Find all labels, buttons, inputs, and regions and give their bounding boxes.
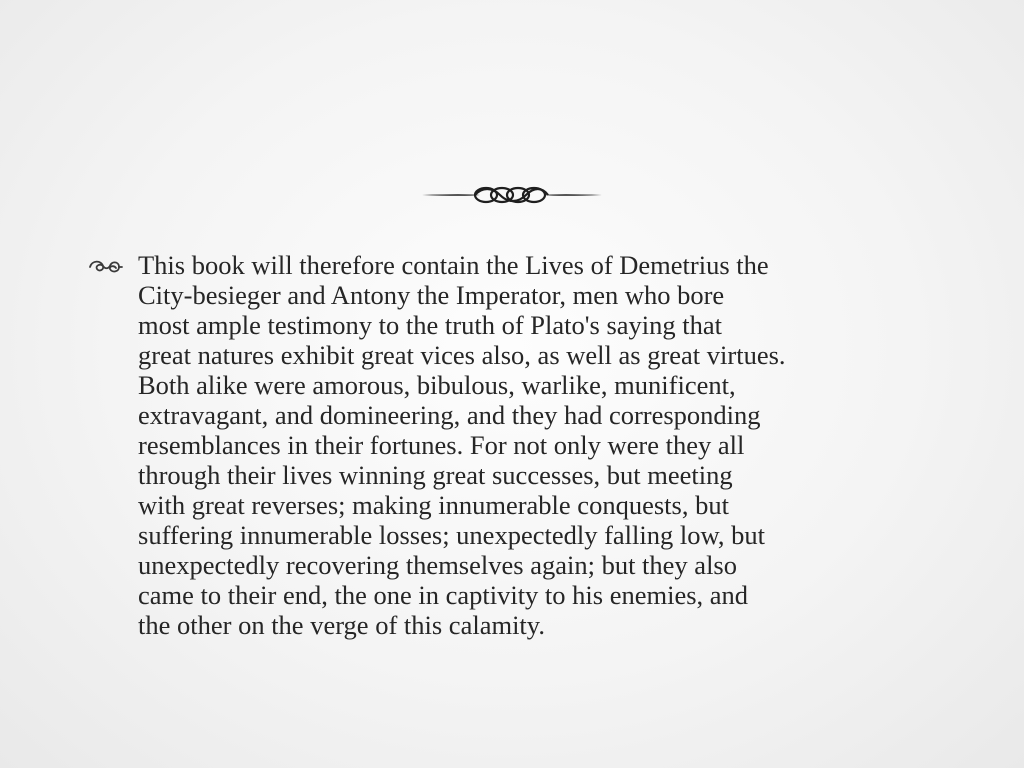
paragraph-line: through their lives winning great successes, but meeting	[138, 460, 733, 490]
flourish-divider-icon	[420, 178, 604, 212]
bullet-paragraph	[138, 250, 938, 640]
paragraph-line: This book will therefore contain the Lives of Demetrius the	[138, 250, 769, 280]
paragraph-line: came to their end, the one in captivity to his enemies, and	[138, 580, 749, 610]
paragraph-line: unexpectedly recovering themselves again; but they also	[138, 550, 737, 580]
paragraph-line: great natures exhibit great vices also, as well as great virtues.	[138, 340, 786, 370]
paragraph-line: City-besieger and Antony the Imperator, men who bore	[138, 280, 725, 310]
paragraph-line: suffering innumerable losses; unexpectedly falling low, but	[138, 520, 766, 550]
paragraph-line: resemblances in their fortunes. For not only were they all	[138, 430, 745, 460]
paragraph-line: extravagant, and domineering, and they had corresponding	[138, 400, 761, 430]
paragraph-line: the other on the verge of this calamity.	[138, 610, 545, 640]
bullet-item	[88, 250, 948, 640]
curl-bullet-icon	[88, 257, 124, 277]
paragraph-line: most ample testimony to the truth of Plato's saying that	[138, 310, 723, 340]
paragraph-line: with great reverses; making innumerable conquests, but	[138, 490, 729, 520]
paragraph-line: Both alike were amorous, bibulous, warlike, munificent,	[138, 370, 736, 400]
